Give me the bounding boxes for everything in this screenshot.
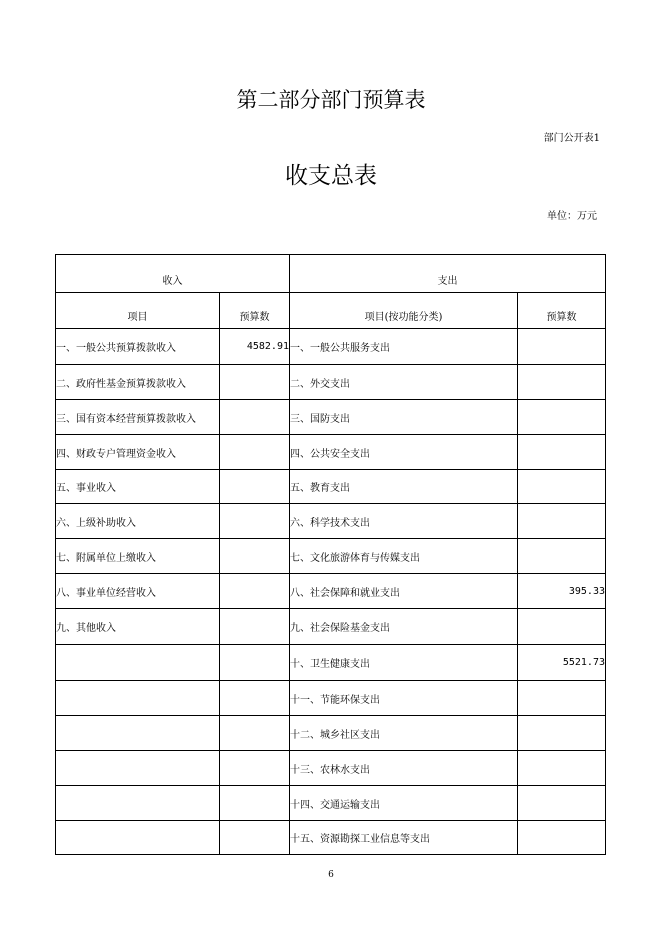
income-header: 收入 bbox=[56, 255, 290, 293]
expense-item: 四、公共安全支出 bbox=[290, 435, 518, 470]
expense-item: 十五、资源勘探工业信息等支出 bbox=[290, 821, 518, 855]
table-row bbox=[56, 400, 606, 435]
income-amount bbox=[220, 821, 290, 855]
expense-item: 九、社会保险基金支出 bbox=[290, 609, 518, 645]
income-amount bbox=[220, 751, 290, 786]
income-amount bbox=[220, 786, 290, 821]
expense-item: 十二、城乡社区支出 bbox=[290, 716, 518, 751]
income-amount bbox=[220, 681, 290, 716]
expense-item: 二、外交支出 bbox=[290, 365, 518, 400]
income-item: 二、政府性基金预算拨款收入 bbox=[56, 365, 220, 400]
table-row bbox=[56, 751, 606, 786]
table-row bbox=[56, 786, 606, 821]
income-amount bbox=[220, 645, 290, 681]
expense-item: 七、文化旅游体育与传媒支出 bbox=[290, 539, 518, 574]
table-row bbox=[56, 329, 606, 365]
table-row bbox=[56, 574, 606, 609]
income-item-header: 项目 bbox=[56, 293, 220, 329]
expense-item: 十一、节能环保支出 bbox=[290, 681, 518, 716]
income-amount bbox=[220, 609, 290, 645]
table-row bbox=[56, 470, 606, 504]
income-item bbox=[56, 821, 220, 855]
part-title: 第二部分部门预算表 bbox=[236, 88, 426, 112]
income-item: 三、国有资本经营预算拨款收入 bbox=[56, 400, 220, 435]
expense-budget-header: 预算数 bbox=[518, 293, 606, 329]
income-item bbox=[56, 645, 220, 681]
income-item bbox=[56, 751, 220, 786]
expense-amount bbox=[518, 681, 606, 716]
expense-amount bbox=[518, 786, 606, 821]
income-amount bbox=[220, 400, 290, 435]
income-item: 七、附属单位上缴收入 bbox=[56, 539, 220, 574]
income-amount bbox=[220, 716, 290, 751]
expense-amount bbox=[518, 470, 606, 504]
expense-amount bbox=[518, 435, 606, 470]
income-amount bbox=[220, 365, 290, 400]
income-item: 六、上级补助收入 bbox=[56, 504, 220, 539]
expense-item: 十、卫生健康支出 bbox=[290, 645, 518, 681]
expense-item: 三、国防支出 bbox=[290, 400, 518, 435]
table-row bbox=[56, 539, 606, 574]
expense-amount bbox=[518, 400, 606, 435]
table-row bbox=[56, 504, 606, 539]
expense-amount bbox=[518, 609, 606, 645]
budget-table bbox=[55, 254, 606, 855]
expense-amount bbox=[518, 539, 606, 574]
expense-item-header: 项目(按功能分类) bbox=[290, 293, 518, 329]
expense-amount bbox=[518, 751, 606, 786]
income-budget-header: 预算数 bbox=[220, 293, 290, 329]
expense-item: 八、社会保障和就业支出 bbox=[290, 574, 518, 609]
expense-amount bbox=[518, 329, 606, 365]
table-row bbox=[56, 365, 606, 400]
unit-label: 单位：万元 bbox=[547, 211, 597, 222]
expense-amount: 5521.73 bbox=[518, 645, 606, 681]
expense-item: 五、教育支出 bbox=[290, 470, 518, 504]
page-number: 6 bbox=[328, 870, 334, 880]
expense-header: 支出 bbox=[290, 255, 606, 293]
expense-amount: 395.33 bbox=[518, 574, 606, 609]
expense-item: 六、科学技术支出 bbox=[290, 504, 518, 539]
income-amount bbox=[220, 504, 290, 539]
table-row bbox=[56, 609, 606, 645]
expense-item: 十三、农林水支出 bbox=[290, 751, 518, 786]
income-amount bbox=[220, 435, 290, 470]
page-title: 收支总表 bbox=[285, 163, 377, 189]
income-item: 一、一般公共预算拨款收入 bbox=[56, 329, 220, 365]
income-item: 八、事业单位经营收入 bbox=[56, 574, 220, 609]
table-row bbox=[56, 435, 606, 470]
section-header-row bbox=[56, 255, 606, 293]
income-item bbox=[56, 716, 220, 751]
expense-item: 一、一般公共服务支出 bbox=[290, 329, 518, 365]
expense-amount bbox=[518, 365, 606, 400]
expense-item: 十四、交通运输支出 bbox=[290, 786, 518, 821]
income-amount bbox=[220, 574, 290, 609]
expense-amount bbox=[518, 821, 606, 855]
income-amount bbox=[220, 470, 290, 504]
table-row bbox=[56, 716, 606, 751]
expense-amount bbox=[518, 504, 606, 539]
column-header-row bbox=[56, 293, 606, 329]
table-number: 部门公开表1 bbox=[543, 133, 600, 144]
table-row bbox=[56, 821, 606, 855]
income-item bbox=[56, 786, 220, 821]
income-item: 九、其他收入 bbox=[56, 609, 220, 645]
income-amount bbox=[220, 539, 290, 574]
income-item bbox=[56, 681, 220, 716]
table-row bbox=[56, 681, 606, 716]
expense-amount bbox=[518, 716, 606, 751]
income-item: 四、财政专户管理资金收入 bbox=[56, 435, 220, 470]
income-amount: 4582.91 bbox=[220, 329, 290, 365]
table-row bbox=[56, 645, 606, 681]
income-item: 五、事业收入 bbox=[56, 470, 220, 504]
